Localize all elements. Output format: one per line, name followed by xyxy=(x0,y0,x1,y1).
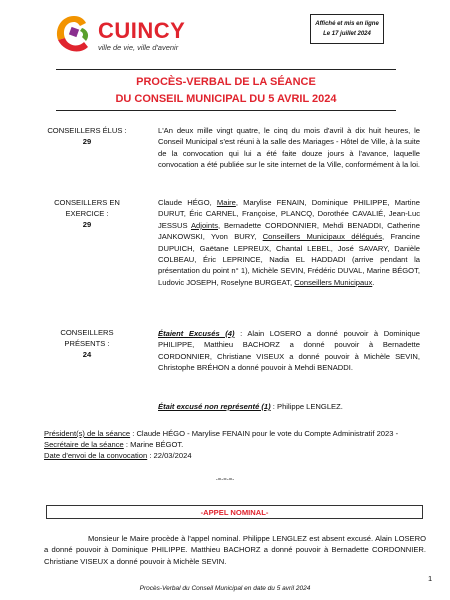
secretaire-text: : Marine BÉGOT. xyxy=(123,440,184,450)
appel-nominal-heading: -APPEL NOMINAL- xyxy=(46,505,423,519)
page-number: 1 xyxy=(428,574,433,583)
text-run: . xyxy=(372,277,375,287)
text-run: Claude HÉGO, xyxy=(158,198,217,207)
separator: -=-=-=- xyxy=(215,477,235,483)
label-conseillers-exercice xyxy=(28,197,146,230)
excuses-text: : Alain LOSERO a donné pouvoir à Dominique PHILIPPE, Matthieu BACHORZ a donné pouvoir à Bernadette CORDONNIER, Christiane VISEUX a donné pouvoir à Michèle SEVIN, Christophe BRÉHON a donné pouvoir à Mehdi BENADDI. xyxy=(158,329,421,373)
label-text: CONSEILLERS xyxy=(60,328,114,337)
text-run: , Bernadette CORDONNIER, Mehdi BENADDI, Catherine JANKOWSKI, Yvon BURY, xyxy=(158,220,421,242)
label-count: 29 xyxy=(82,220,92,229)
appel-paragraph: Monsieur le Maire procède à l'appel nominal. Philippe LENGLEZ est absent excusé. Alain LOSERO a donné pouvoir à Dominique PHILIPPE. Matthieu BACHORZ a donné pouvoir à Bernadette CORDONNIER. Christiane VISEUX a donné pouvoir à Michèle SEVIN. xyxy=(44,534,426,566)
label-text: EXERCICE : xyxy=(65,209,109,218)
stamp-line-1: Affiché et mis en ligne xyxy=(315,21,379,27)
non-represente-text: : Philippe LENGLEZ. xyxy=(270,402,343,411)
city-emblem-icon xyxy=(52,10,96,54)
non-represente-label: Était excusé non représenté (1) xyxy=(158,402,271,411)
label-count: 24 xyxy=(82,350,92,359)
secretaire-label: Secrétaire de la séance xyxy=(44,440,124,450)
label-count: 29 xyxy=(82,137,92,146)
text-non-represente xyxy=(158,401,420,412)
text-conseillers-exercice xyxy=(158,197,420,288)
excuses-label: Étaient Excusés (4) xyxy=(158,329,235,338)
document-title xyxy=(56,69,396,111)
text-run: , Francine DUPUICH, Gaëtane LEPREUX, Chantal LEBEL, José SAVARY, Danièle COLBEAU, Éric LEPRINCE, Nadia EL HADDADI (arrive pendant la présentation du point n° 1), Michèle SEVIN, Frédéric DUVAL, Marine BÉGOT, Ludovic JOSEPH, Roselyne BURGEAT, xyxy=(158,232,420,287)
role-adjoints: Adjoints xyxy=(190,220,219,230)
cuincy-logo xyxy=(52,10,186,56)
role-delegues: Conseillers Municipaux délégués xyxy=(262,232,383,242)
logo-name: CUINCY xyxy=(98,18,186,43)
president-text: : Claude HÉGO - Marylise FENAIN pour le vote du Compte Administratif 2023 - xyxy=(130,429,399,438)
label-text: CONSEILLERS EN xyxy=(54,198,120,207)
role-municipaux: Conseillers Municipaux xyxy=(294,277,373,287)
date-text: : 22/03/2024 xyxy=(147,451,192,461)
title-line-1: PROCÈS-VERBAL DE LA SÉANCE xyxy=(136,76,316,88)
label-conseillers-presents xyxy=(28,327,146,360)
label-text: CONSEILLERS ÉLUS : xyxy=(47,126,127,135)
text-run: , Marylise FENAIN, Dominique PHILIPPE, Martine DURUT, Éric CARNEL, Françoise, PLANCQ, Dorothée CAVALIÉ, Jean-Luc JESSUS xyxy=(158,198,420,230)
label-conseillers-elus xyxy=(28,125,146,147)
logo-tagline: ville de vie, ville d'avenir xyxy=(98,43,179,52)
label-text: PRÉSENTS : xyxy=(64,339,110,348)
stamp-line-2: Le 17 juillet 2024 xyxy=(323,31,371,37)
role-maire: Maire xyxy=(216,198,236,207)
text-conseillers-elus: L'An deux mille vingt quatre, le cinq du mois d'avril à dix huit heures, le Conseil Municipal s'est réuni à la salle des Mariages - Hôtel de Ville, à la suite de la convocation qui lui a été faite douze jours à l'avance, laquelle convocation a été publiée sur le site internet de la Ville, conformément à la loi. xyxy=(158,126,420,170)
publication-stamp xyxy=(310,14,384,44)
date-label: Date d'envoi de la convocation xyxy=(44,451,148,461)
appel-nominal-text xyxy=(44,533,426,567)
page-footer: Procès-Verbal du Conseil Municipal en date du 5 avril 2024 xyxy=(139,585,311,592)
seance-info xyxy=(44,428,424,462)
text-excuses xyxy=(158,328,420,374)
president-label: Président(s) de la séance xyxy=(44,429,131,438)
title-line-2: DU CONSEIL MUNICIPAL DU 5 AVRIL 2024 xyxy=(115,93,337,105)
